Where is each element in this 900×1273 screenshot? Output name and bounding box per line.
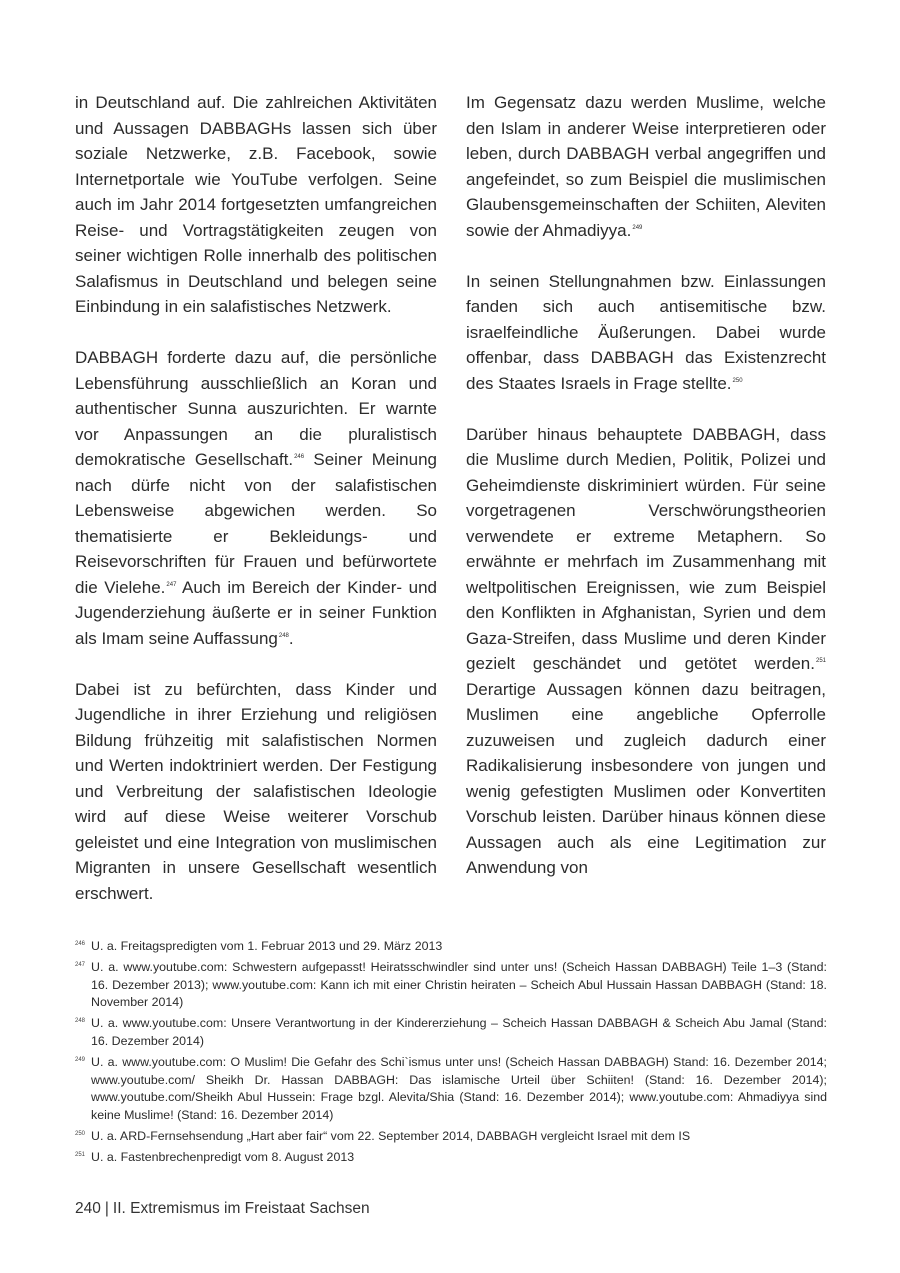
left-paragraph-3 [75, 677, 437, 907]
footnote-ref-247[interactable]: 247 [166, 581, 177, 588]
right-p3-sentence-1: Darüber hinaus behauptete DABBAGH, dass die Muslime durch Medien, Politik, Polizei und Geheimdienste diskriminiert würden. Für seine vorgetragenen Verschwörungstheorien verwendete er extreme Metaphern. So erwähnte er mehrfach im Zusammenhang mit weltpolitischen Ereignissen, wie zum Beispiel den Konflikten in Afghanistan, Syrien und dem Gaza-Streifen, dass Muslime und deren Kinder gezielt geschändet und getötet werden. [466, 424, 826, 673]
footnotes [75, 938, 827, 1170]
footnote-ref-250[interactable]: 250 [732, 377, 743, 384]
footnote-number: 249 [75, 1056, 86, 1063]
footnote-number: 250 [75, 1130, 86, 1137]
footnote-246 [75, 938, 827, 956]
footnote-text: U. a. ARD-Fernsehsendung „Hart aber fair“ vom 22. September 2014, DABBAGH vergleicht Israel mit dem IS [91, 1128, 691, 1143]
footnote-ref-248[interactable]: 248 [278, 632, 289, 639]
right-p2-text: In seinen Stellungnahmen bzw. Einlassungen fanden sich auch antisemitische bzw. israelfeindliche Äußerungen. Dabei wurde offenbar, dass DABBAGH das Existenzrecht des Staates Israels in Frage stellte. [466, 271, 826, 393]
left-column [75, 90, 437, 932]
footnote-249 [75, 1054, 827, 1125]
footnote-text: U. a. www.youtube.com: O Muslim! Die Gefahr des Schi`ismus unter uns! (Scheich Hassan DABBAGH) Stand: 16. Dezember 2014; www.youtube.com/ Sheikh Dr. Hassan DABBAGH: Das islamische Urteil über Schiiten! (Stand: 16. Dezember 2014); www.youtube.com/Sheikh Abul Hussein: Frage bzgl. Alevita/Shia (Stand: 16. Dezember 2014); www.youtube.com: Ahmadiyya sind keine Muslime! (Stand: 16. Dezember 2014) [91, 1054, 827, 1123]
footnote-number: 246 [75, 941, 86, 947]
page-number: 240 [75, 1200, 101, 1217]
footnote-248 [75, 1015, 827, 1051]
section-title: II. Extremismus im Freistaat Sachsen [112, 1200, 370, 1217]
footnote-text: U. a. www.youtube.com: Schwestern aufgepasst! Heiratsschwindler sind unter uns! (Scheich Hassan DABBAGH) Teile 1–3 (Stand: 16. Dezember 2013); www.youtube.com: Kann ich mit einer Christin heiraten – Scheich Abul Hussain Hassan DABBAGH (Stand: 18. November 2014) [91, 959, 827, 1010]
left-paragraph-1 [75, 90, 437, 320]
footnote-251 [75, 1149, 827, 1167]
page-footer [75, 1199, 370, 1219]
footnote-247 [75, 959, 827, 1012]
footnote-text: U. a. Fastenbrechenpredigt vom 8. August 2013 [91, 1149, 355, 1164]
left-paragraph-2 [75, 345, 437, 651]
left-p2-sentence-3: Auch im Bereich der Kinder- und Jugenderziehung äußerte er in seiner Funktion als Imam seine Auffassung [75, 577, 437, 648]
right-p3-sentence-2: Derartige Aussagen können dazu beitragen, Muslimen eine angebliche Opferrolle zuzuweisen und zugleich dadurch einer Radikalisierung insbesondere von jungen und wenig gefestigten Muslimen oder Konvertiten Vorschub leisten. Darüber hinaus können diese Aussagen auch als eine Legitimation zur Anwendung von [466, 679, 826, 877]
right-paragraph-1 [466, 90, 826, 243]
left-p2-sentence-1: DABBAGH forderte dazu auf, die persönliche Lebensführung ausschließlich an Koran und authentischer Sunna auszurichten. Er warnte vor Anpassungen an die pluralistisch demokratische Gesellschaft. [75, 348, 437, 469]
footnote-250 [75, 1128, 827, 1146]
left-p2-sentence-4: . [288, 628, 294, 648]
left-p2-sentence-2: Seiner Meinung nach dürfe nicht von der salafistischen Lebensweise abgewichen werden. So thematisierte er Bekleidungs- und Reisevorschriften für Frauen und befürwortete die Vielehe. [75, 450, 437, 597]
left-p3-text: Dabei ist zu befürchten, dass Kinder und Jugendliche in ihrer Erziehung und religiösen Bildung frühzeitig mit salafistischen Normen und Werten indoktriniert werden. Der Festigung und Verbreitung der salafistischen Ideologie wird auf diese Weise weiterer Vorschub geleistet und eine Integration von muslimischen Migranten in unsere Gesellschaft wesentlich erschwert. [75, 679, 437, 903]
footnote-ref-246[interactable]: 246 [294, 454, 305, 460]
left-p1-text: in Deutschland auf. Die zahlreichen Aktivitäten und Aussagen DABBAGHs lassen sich über soziale Netzwerke, z.B. Facebook, sowie Internetportale wie YouTube verfolgen. Seine auch im Jahr 2014 fortgesetzten umfangreichen Reise- und Vortragstätigkeiten zeugen von seiner wichtigen Rolle innerhalb des politischen Salafismus in Deutschland und belegen seine Einbindung in ein salafistisches Netzwerk. [75, 93, 437, 316]
footnote-text: U. a. Freitagspredigten vom 1. Februar 2013 und 29. März 2013 [91, 939, 443, 953]
footnote-text: U. a. www.youtube.com: Unsere Verantwortung in der Kindererziehung – Scheich Hassan DABBAGH & Scheich Abu Jamal (Stand: 16. Dezember 2014) [91, 1016, 827, 1048]
footnote-ref-251[interactable]: 251 [815, 658, 826, 664]
footnote-number: 248 [75, 1018, 86, 1025]
footnote-ref-249[interactable]: 249 [632, 224, 643, 231]
right-paragraph-2 [466, 269, 826, 397]
right-p1-text: Im Gegensatz dazu werden Muslime, welche den Islam in anderer Weise interpretieren oder leben, durch DABBAGH verbal angegriffen und angefeindet, so zum Beispiel die muslimischen Glaubensgemeinschaften der Schiiten, Aleviten sowie der Ahmadiyya. [466, 93, 826, 240]
right-paragraph-3 [466, 422, 826, 881]
footnote-number: 247 [75, 961, 86, 968]
footnote-number: 251 [75, 1151, 86, 1158]
right-column [466, 90, 826, 906]
footer-separator: | [104, 1200, 109, 1217]
